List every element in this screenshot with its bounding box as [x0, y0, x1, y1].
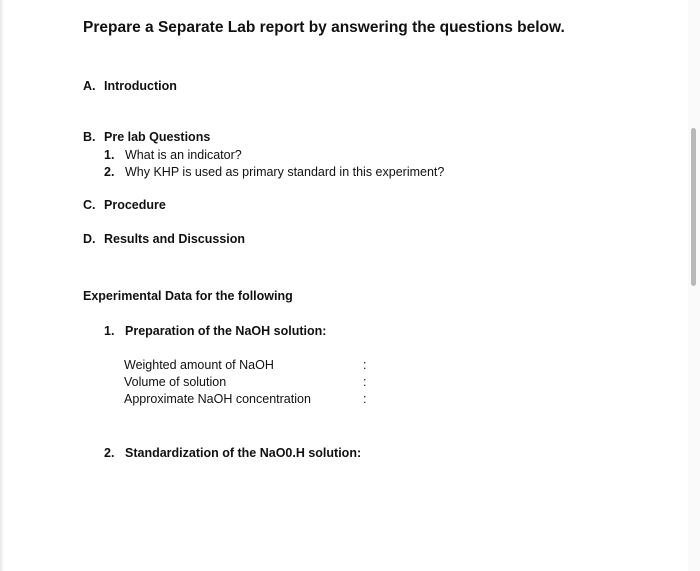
data-row-weighted-amount-colon: : [363, 358, 367, 372]
section-c [83, 198, 166, 212]
prelab-question-2 [104, 165, 444, 179]
section-c-label: Procedure [104, 198, 166, 212]
section-a [83, 79, 177, 93]
section-d-label: Results and Discussion [104, 232, 246, 246]
subsection-1-num: 1. [104, 324, 115, 338]
prelab-question-1-text: What is an indicator? [125, 148, 242, 162]
vertical-scrollbar[interactable] [688, 0, 700, 571]
data-row-weighted-amount: Weighted amount of NaOH [124, 358, 274, 372]
experimental-data-heading: Experimental Data for the following [83, 289, 293, 303]
document-title: Prepare a Separate Lab report by answering the questions below. [83, 19, 565, 36]
section-c-letter: C. [83, 198, 96, 212]
data-row-volume-colon: : [363, 375, 367, 389]
section-a-label: Introduction [104, 79, 177, 93]
subsection-2-label: Standardization of the NaO0.H solution: [125, 446, 362, 460]
section-d-letter: D. [83, 232, 96, 246]
section-a-letter: A. [83, 79, 96, 93]
section-b-letter: B. [83, 130, 96, 144]
section-b [83, 130, 210, 144]
data-row-concentration: Approximate NaOH concentration [124, 392, 311, 406]
subsection-1-label: Preparation of the NaOH solution: [125, 324, 327, 338]
page-edge-shadow [0, 0, 4, 571]
prelab-question-1 [104, 148, 242, 162]
prelab-question-2-num: 2. [104, 165, 115, 179]
prelab-question-1-num: 1. [104, 148, 115, 162]
subsection-naoh-preparation [104, 324, 326, 338]
section-b-label: Pre lab Questions [104, 130, 211, 144]
scrollbar-thumb[interactable] [691, 128, 696, 286]
subsection-naoh-standardization [104, 446, 361, 460]
data-row-volume: Volume of solution [124, 375, 227, 389]
subsection-2-num: 2. [104, 446, 115, 460]
section-d [83, 232, 245, 246]
prelab-question-2-text: Why KHP is used as primary standard in this experiment? [125, 165, 445, 179]
data-row-concentration-colon: : [363, 392, 367, 406]
